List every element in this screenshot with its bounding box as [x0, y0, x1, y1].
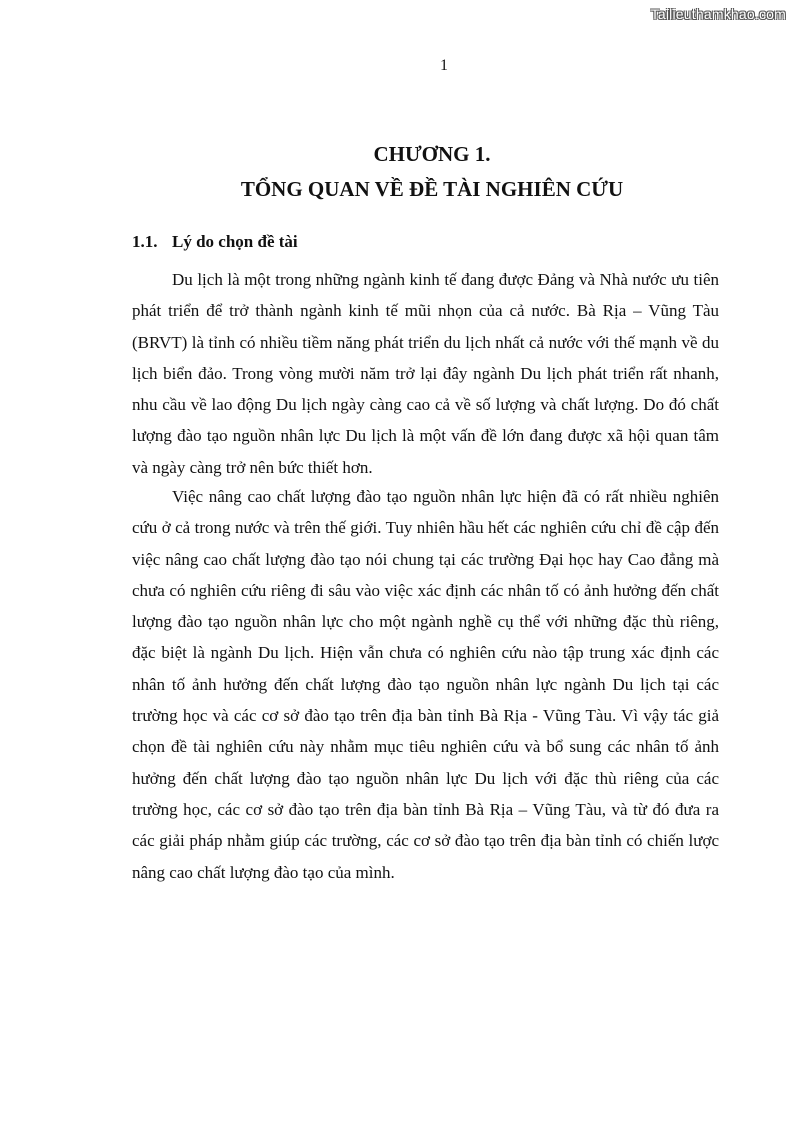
section-heading: [132, 232, 298, 252]
watermark: Tailieuthamkhao.com: [650, 6, 786, 22]
body-paragraph: Việc nâng cao chất lượng đào tạo nguồn nhân lực hiện đã có rất nhiều nghiên cứu ở cả trong nước và trên thế giới. Tuy nhiên hầu hết các nghiên cứu chỉ đề cập đến việc nâng cao chất lượng đào tạo nói chung tại các trường Đại học hay Cao đẳng mà chưa có nghiên cứu riêng đi sâu vào việc xác định các nhân tố có ảnh hưởng đến chất lượng đào tạo nguồn nhân lực cho một ngành nghề cụ thể với những đặc thù riêng, đặc biệt là ngành Du lịch. Hiện vẫn chưa có nghiên cứu nào tập trung xác định các nhân tố ảnh hưởng đến chất lượng đào tạo nguồn nhân lực ngành Du lịch tại các trường học và các cơ sở đào tạo trên địa bàn tỉnh Bà Rịa - Vũng Tàu. Vì vậy tác giả chọn đề tài nghiên cứu này nhằm mục tiêu nghiên cứu và bổ sung các nhân tố ảnh hưởng đến chất lượng đào tạo nguồn nhân lực Du lịch với đặc thù riêng của các trường học, các cơ sở đào tạo trên địa bàn tỉnh Bà Rịa – Vũng Tàu, và từ đó đưa ra các giải pháp nhằm giúp các trường, các cơ sở đào tạo trên địa bàn tỉnh có chiến lược nâng cao chất lượng đào tạo của mình.: [132, 487, 719, 882]
chapter-title: TỔNG QUAN VỀ ĐỀ TÀI NGHIÊN CỨU: [240, 177, 624, 201]
page-number: 1: [440, 57, 448, 74]
body-paragraph: Du lịch là một trong những ngành kinh tế đang được Đảng và Nhà nước ưu tiên phát triển để trở thành ngành kinh tế mũi nhọn của cả nước. Bà Rịa – Vũng Tàu (BRVT) là tỉnh có nhiều tiềm năng phát triển du lịch nhất cả nước với thế mạnh về du lịch biển đảo. Trong vòng mười năm trở lại đây ngành Du lịch phát triển rất nhanh, nhu cầu về lao động Du lịch ngày càng cao cả về số lượng và chất lượng. Do đó chất lượng đào tạo nguồn nhân lực Du lịch là một vấn đề lớn đang được xã hội quan tâm và ngày càng trở nên bức thiết hơn.: [132, 270, 719, 477]
section-title: Lý do chọn đề tài: [172, 232, 298, 251]
section-number: 1.1.: [132, 232, 158, 251]
chapter-number: CHƯƠNG 1.: [373, 142, 491, 166]
